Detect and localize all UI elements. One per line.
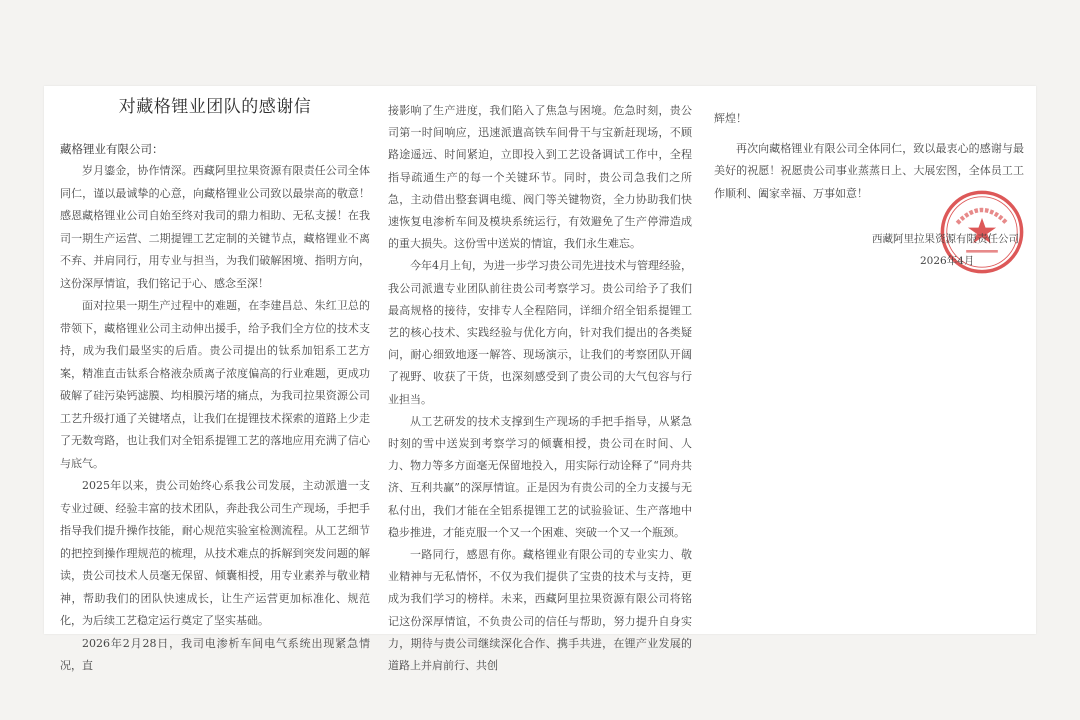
paragraph-continued: 接影响了生产进度，我们陷入了焦急与困境。危急时刻，贵公司第一时间响应，迅速派遣高铁车间骨干与宝新赶现场，不顾路途遥远、时间紧迫，立即投入到工艺设备调试工作中，全程指导疏通生产的每一个关键环节。同时，贵公司急我们之所急，主动借出整套调电缆、阀门等关键物资，全力协助我们快速恢复电渗析车间及模块系统运行，有效避免了生产停滞造成的重大损失。这份雪中送炭的情谊，我们永生难忘。: [388, 104, 692, 251]
signature-date: 2026年4月: [920, 255, 975, 267]
signature-company: 西藏阿里拉果资源有限责任公司: [872, 233, 1019, 245]
paragraph: 2025年以来，贵公司始终心系我公司发展，主动派遣一支专业过硬、经验丰富的技术团队，奔赴我公司生产现场，手把手指导我们提升操作技能，耐心规范实验室检测流程。从工艺细节的把控到操作理规范的梳理，从技术难点的拆解到突发问题的解读，贵公司技术人员毫无保留、倾囊相授，用专业素养与敬业精神，帮助我们的团队快速成长，让生产运营更加标准化、规范化，为后续工艺稳定运行奠定了坚实基础。: [60, 479, 370, 627]
paragraph: 一路同行，感恩有你。藏格锂业有限公司的专业实力、敬业精神与无私情怀，不仅为我们提供了宝贵的技术与支持，更成为我们学习的榜样。未来，西藏阿里拉果资源有限公司将铭记这份深厚情谊，不负贵公司的信任与帮助，努力提升自身实力，期待与贵公司继续深化合作、携手共进，在锂产业发展的道路上并肩前行、共创: [388, 548, 692, 673]
column-1: [60, 86, 370, 672]
letter-title: 对藏格锂业团队的感谢信: [118, 97, 312, 117]
paragraph: 2026年2月28日，我司电渗析车间电气系统出现紧急情况，直: [60, 636, 370, 672]
letter-page: [44, 86, 1036, 673]
paragraph: 今年4月上旬，为进一步学习贵公司先进技术与管理经验，我公司派遣专业团队前往贵公司考察学习。贵公司给予了我们最高规格的接待，安排专人全程陪同，详细介绍全铝系提锂工艺的核心技术、实践经验与优化方向，针对我们提出的各类疑问，耐心细致地逐一解答、现场演示，让我们的考察团队开阔了视野、收获了干货，也深刻感受到了贵公司的大气包容与行业担当。: [388, 259, 692, 406]
paragraph: 面对拉果一期生产过程中的难题，在李建昌总、朱红卫总的带领下，藏格锂业公司主动伸出援手，给予我们全方位的技术支持，成为我们最坚实的后盾。贵公司提出的钛系加铝系工艺方案，精准直击钛系合格液杂质离子浓度偏高的行业难题，更成功破解了硅污染钙滤膜、均相膜污堵的痛点，为我司拉果资源公司工艺升级打通了关键堵点，让我们在提锂技术探索的道路上少走了无数弯路，也让我们对全铝系提锂工艺的落地应用充满了信心与底气。: [60, 299, 370, 470]
paragraph: 再次向藏格锂业有限公司全体同仁，致以最衷心的感谢与最美好的祝愿！祝愿贵公司事业蒸蒸日上、大展宏图，全体员工工作顺利、阖家幸福、万事如意！: [714, 142, 1024, 200]
paragraph: 岁月鎏金，协作情深。西藏阿里拉果资源有限责任公司全体同仁，谨以最诚挚的心意，向藏格锂业公司致以最崇高的敬意！感恩藏格锂业公司自始至终对我司的鼎力相助、无私支援！在我司一期生产运营、二期提锂工艺定制的关键节点，藏格锂业不离不弃、并肩同行，用专业与担当，为我们破解困境、指明方向，这份深厚情谊，我们铭记于心、感念至深！: [60, 164, 370, 290]
column-3: [714, 86, 1024, 634]
paragraph-continued: 辉煌！: [714, 112, 747, 125]
salutation: 藏格锂业有限公司：: [60, 142, 164, 156]
signature-block: [872, 228, 1022, 272]
paragraph: 从工艺研发的技术支撑到生产现场的手把手指导，从紧急时刻的雪中送炭到考察学习的倾囊相授，贵公司在时间、人力、物力等多方面毫无保留地投入，用实际行动诠释了“同舟共济、互利共赢”的深厚情谊。正是因为有贵公司的全力支援与无私付出，我们才能在全铝系提锂工艺的试验验证、生产落地中稳步推进，才能克服一个又一个困难、突破一个又一个瓶颈。: [388, 414, 692, 539]
column-2: [388, 86, 692, 673]
